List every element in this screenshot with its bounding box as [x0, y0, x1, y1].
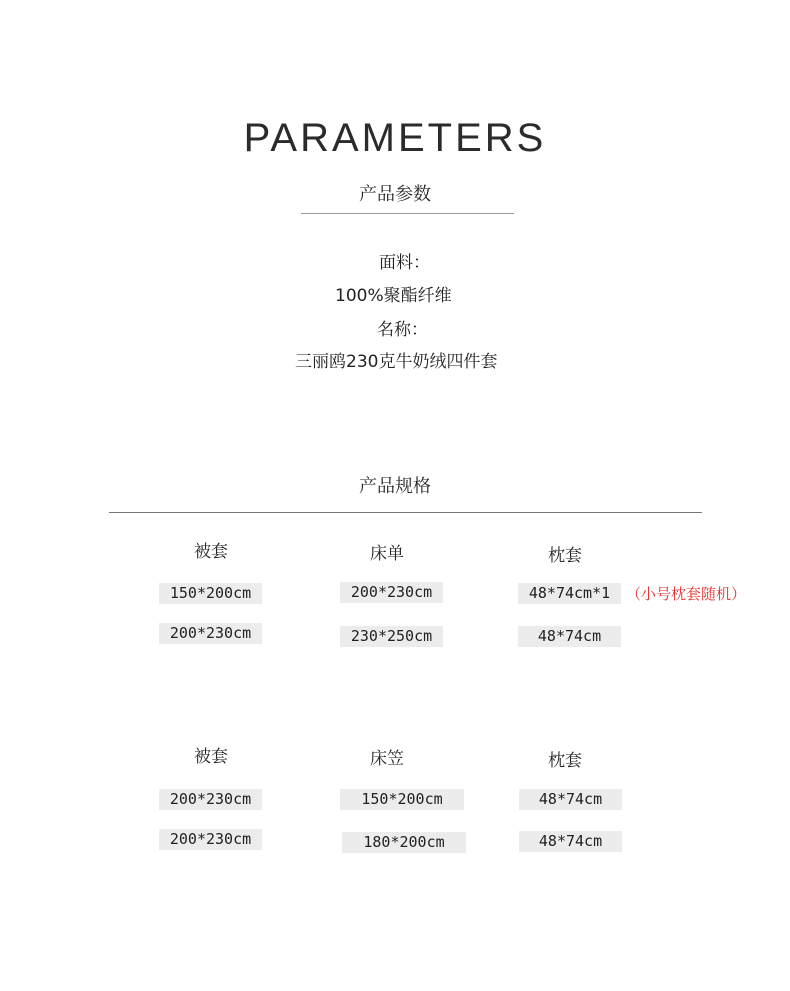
name-value: 三丽鸥230克牛奶绒四件套 [295, 352, 498, 372]
col-header-duvet: 被套 [194, 542, 228, 562]
specs-title: 产品规格 [359, 476, 431, 497]
size-cell: 48*74cm [519, 789, 622, 810]
col-header-pillowcase: 枕套 [548, 751, 582, 771]
col-header-pillowcase: 枕套 [548, 546, 582, 566]
size-cell: 200*230cm [340, 582, 443, 603]
size-cell: 200*230cm [159, 829, 262, 850]
specs-divider [109, 512, 702, 513]
size-cell: 150*200cm [159, 583, 262, 604]
page-subtitle: 产品参数 [359, 184, 431, 205]
title-divider [301, 213, 514, 214]
size-cell: 48*74cm [518, 626, 621, 647]
pillowcase-note: （小号枕套随机） [626, 585, 747, 603]
size-cell: 48*74cm [519, 831, 622, 852]
size-cell: 48*74cm*1 [518, 583, 621, 604]
size-cell: 200*230cm [159, 789, 262, 810]
page-title: PARAMETERS [243, 116, 547, 160]
col-header-sheet: 床单 [370, 544, 404, 564]
name-label: 名称： [377, 320, 428, 340]
size-cell: 230*250cm [340, 626, 443, 647]
size-cell: 200*230cm [159, 623, 262, 644]
col-header-duvet: 被套 [194, 747, 228, 767]
fabric-value: 100%聚酯纤维 [335, 286, 452, 306]
fabric-label: 面料： [379, 253, 430, 273]
size-cell: 150*200cm [340, 789, 464, 810]
size-cell: 180*200cm [342, 832, 466, 853]
col-header-fitted-sheet: 床笠 [370, 749, 404, 769]
